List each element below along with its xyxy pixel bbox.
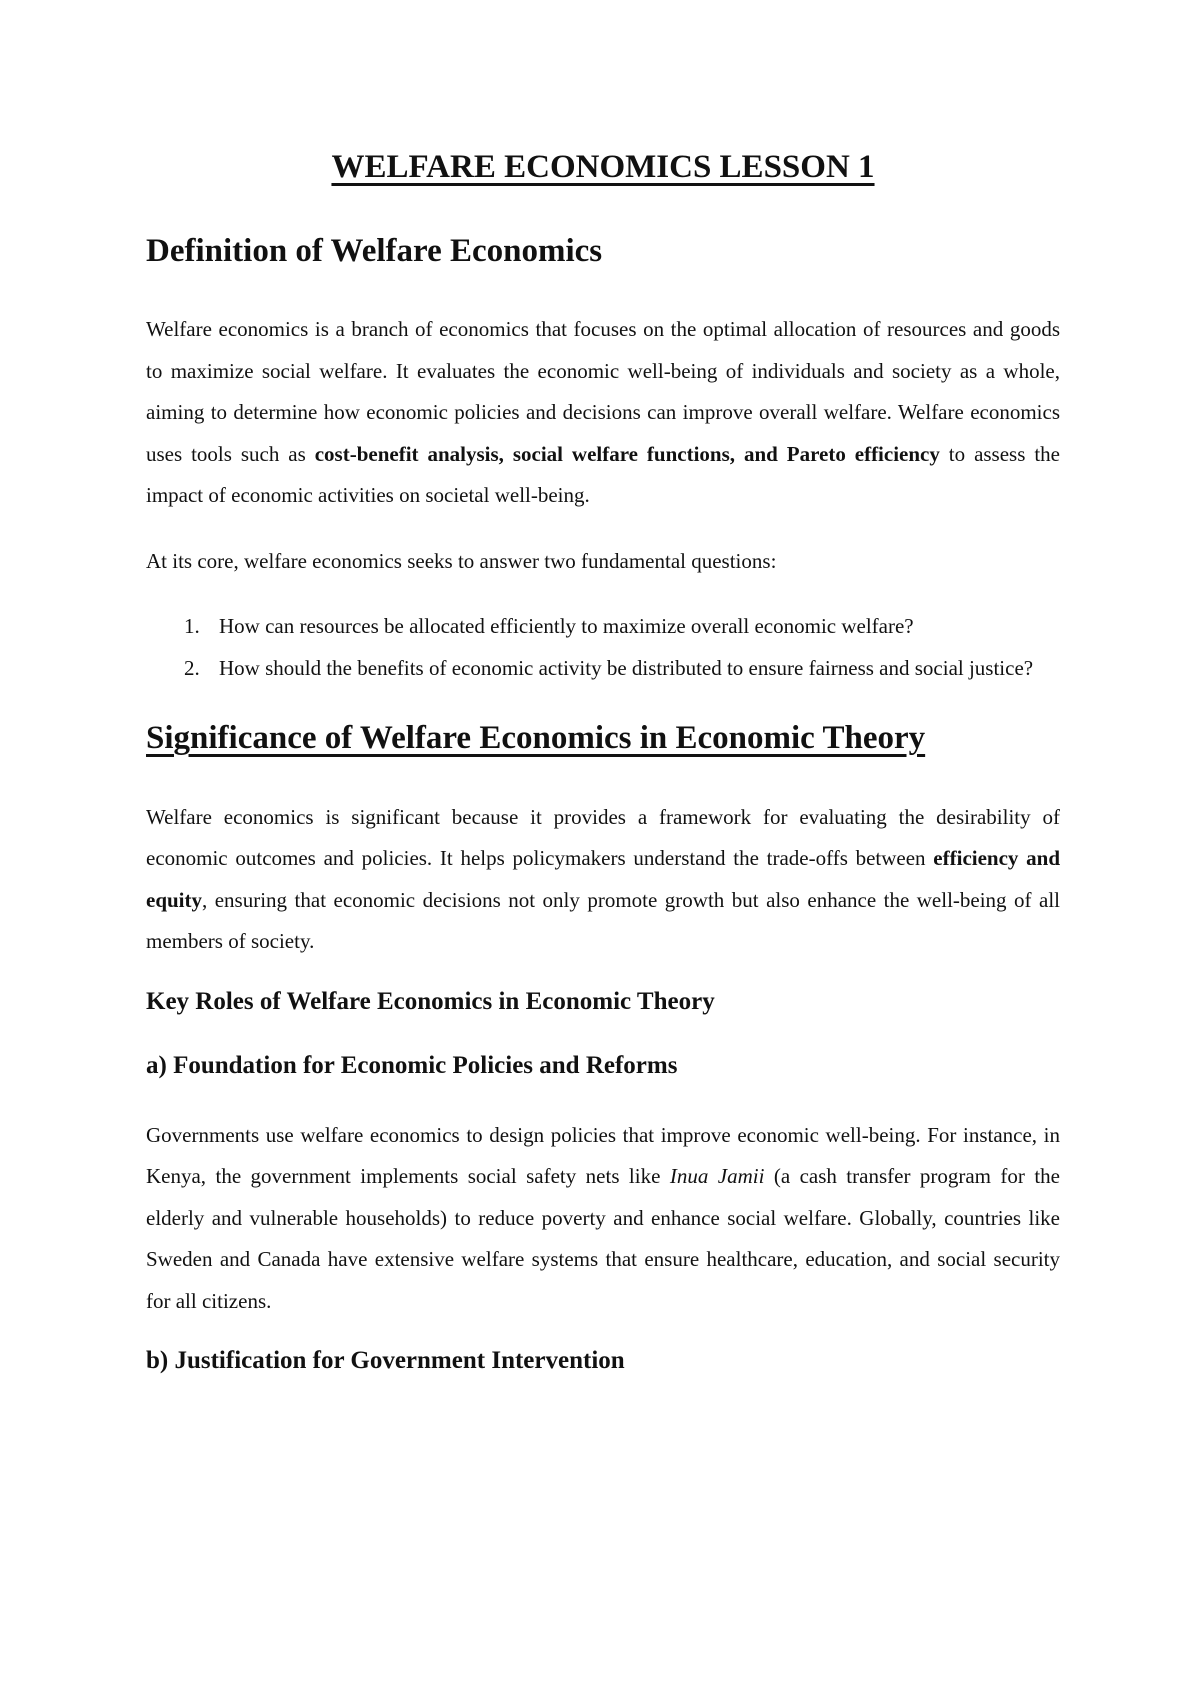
list-item: [146, 606, 1060, 648]
subsection-b-heading: b) Justification for Government Intervention: [146, 1347, 625, 1375]
list-item-text: How can resources be allocated efficiently to maximize overall economic welfare?: [219, 614, 914, 639]
core-questions-intro: At its core, welfare economics seeks to answer two fundamental questions:: [146, 548, 777, 573]
list-item-number: 1.: [184, 614, 200, 639]
key-roles-heading: Key Roles of Welfare Economics in Economic Theory: [146, 987, 715, 1015]
definition-bold-terms: cost-benefit analysis, social welfare functions, and Pareto efficiency: [314, 441, 940, 466]
document-title: WELFARE ECONOMICS LESSON 1: [331, 149, 875, 185]
subsection-a-italic: Inua Jamii: [669, 1164, 765, 1189]
significance-text-a: Welfare economics is significant because it provides a framework for evaluating the desirability of economic outcomes and policies. It helps policymakers understand the trade-offs between: [146, 804, 1060, 871]
definition-text-b: to assess the impact of economic activities on societal well-being.: [146, 441, 1060, 508]
definition-text-a: Welfare economics is a branch of economics that focuses on the optimal allocation of resources and goods to maximize social welfare. It evaluates the economic well-being of individuals and society as a whole, aiming to determine how economic policies and decisions can improve overall welfare. Welfare economics uses tools such as: [146, 317, 1060, 466]
significance-paragraph: [146, 797, 1060, 963]
significance-bold: efficiency and equity: [146, 846, 1060, 912]
subsection-a-text-b: (a cash transfer program for the elderly and vulnerable households) to reduce poverty and enhance social welfare. Globally, countries like Sweden and Canada have extensive welfare systems that ensure healthcare, education, and social security for all citizens.: [146, 1164, 1060, 1313]
list-item-number: 2.: [184, 655, 200, 680]
subsection-a-text-a: Governments use welfare economics to design policies that improve economic well-being. For instance, in Kenya, the government implements social safety nets like: [146, 1122, 1060, 1189]
list-item: [146, 648, 1060, 690]
list-item-text: How should the benefits of economic activity be distributed to ensure fairness and social justice?: [219, 655, 1034, 680]
significance-text-b: , ensuring that economic decisions not only promote growth but also enhance the well-being of all members of society.: [146, 887, 1060, 954]
significance-heading: Significance of Welfare Economics in Economic Theory: [146, 720, 926, 757]
subsection-a-paragraph: [146, 1115, 1060, 1323]
definition-heading: Definition of Welfare Economics: [146, 232, 603, 269]
subsection-a-heading: a) Foundation for Economic Policies and Reforms: [146, 1051, 678, 1079]
definition-paragraph: [146, 309, 1060, 517]
fundamental-questions-list: [146, 606, 1060, 689]
